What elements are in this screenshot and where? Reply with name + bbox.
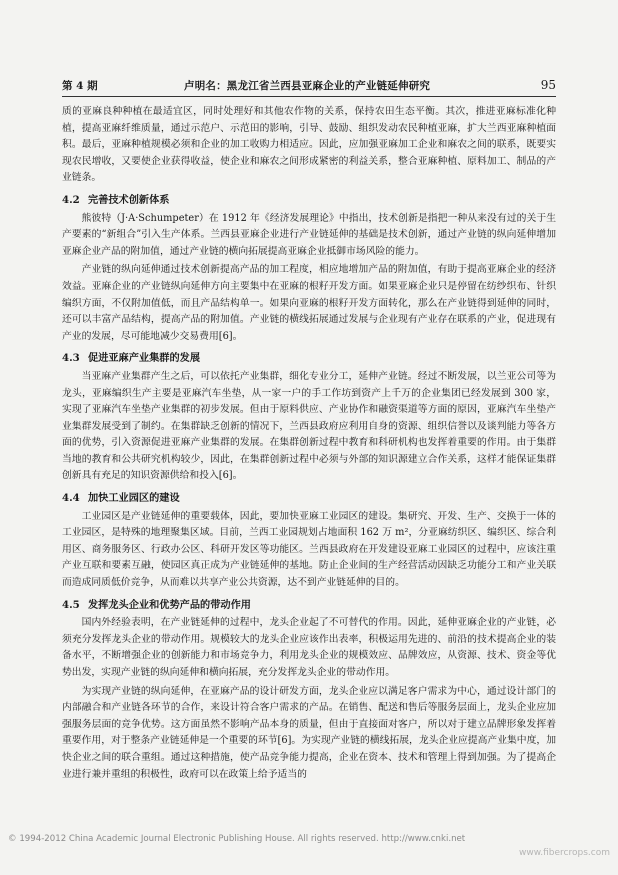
section-number: 4.3 <box>62 352 80 365</box>
running-header <box>62 78 556 96</box>
running-title: 卢明名：黑龙江省兰西县亚麻企业的产业链延伸研究 <box>184 80 431 92</box>
header-rule <box>62 96 556 97</box>
article-body <box>62 104 556 785</box>
section-heading-4-2 <box>62 192 556 209</box>
paragraph: 熊彼特（J·A·Schumpeter）在 1912 年《经济发展理论》中指出，技术创新是指把一种从来没有过的关于生产要素的“新组合”引入生产体系。兰西县亚麻企业进行产业链延伸的基础是技术创新，通过产业链的纵向延伸增加亚麻企业产品的附加值，通过产业链的横向拓展提高亚麻企业抵御市场风险的能力。 <box>62 212 556 257</box>
section-heading-4-5 <box>62 597 556 614</box>
page-number: 95 <box>540 78 556 92</box>
section-title: 促进亚麻产业集群的发展 <box>88 352 201 365</box>
section-title: 加快工业园区的建设 <box>88 492 180 505</box>
paragraph: 为实现产业链的纵向延伸，在亚麻产品的设计研发方面，龙头企业应以满足客户需求为中心，通过设计部门的内部融合和产业链各环节的合作，来设计符合客户需求的产品。在销售、配送和售后等服务层面上，龙头企业应加强服务层面的竞争优势。这方面虽然不影响产品本身的质量，但由于直接面对客户，所以对于建立品牌形象发挥着重要作用，对于整条产业链延伸是一个重要的环节[6]。为实现产业链的横线拓展，龙头企业应提高产业集中度，加快企业之间的联合重组。通过这种措施，使产品竞争能力提高，企业在资本、技术和管理上得到加强。为了提高企业进行兼并重组的积极性，政府可以在政策上给予适当的 <box>62 685 556 780</box>
paragraph: 产业链的纵向延伸通过技术创新提高产品的加工程度，相应地增加产品的附加值，有助于提高亚麻企业的经济效益。亚麻企业的产业链纵向延伸方向主要集中在亚麻的根籽开发方面。如果亚麻企业只是停留在纺纱织布、针织编织方面，不仅附加值低，而且产品结构单一。如果向亚麻的根籽开发方面转化，那么在产业链得到延伸的同时，还可以丰富产品结构，提高产品的附加值。产业链的横线拓展通过发展与企业现有产业存在联系的产业，促进现有产业的发展，尽可能地减少交易费用[6]。 <box>62 264 556 342</box>
section-title: 发挥龙头企业和优势产品的带动作用 <box>88 598 251 611</box>
section-number: 4.4 <box>62 492 80 505</box>
paragraph: 国内外经验表明，在产业链延伸的过程中，龙头企业起了不可替代的作用。因此，延伸亚麻企业的产业链，必须充分发挥龙头企业的带动作用。规模较大的龙头企业应该作出表率，积极运用先进的、前沿的技术提高企业的装备水平，不断增强企业的创新能力和市场竞争力，利用龙头企业的规模效应、品牌效应，从资源、技术、资金等优势出发，实现产业链的纵向延伸和横向拓展，充分发挥龙头企业的带动作用。 <box>62 617 556 678</box>
site-watermark: www.fibercrops.com <box>519 848 610 858</box>
copyright-footer: © 1994-2012 China Academic Journal Electronic Publishing House. All rights reserved. http://www.cnki.net <box>8 834 466 844</box>
issue-number: 第 4 期 <box>62 80 98 92</box>
section-heading-4-4 <box>62 490 556 507</box>
paragraph: 工业园区是产业链延伸的重要载体，因此，要加快亚麻工业园区的建设。集研究、开发、生产、交换于一体的工业园区，是特殊的地理聚集区域。目前，兰西工业园规划占地面积 162 万 m²，分亚麻纺织区、编织区、综合利用区、商务服务区、行政办公区、科研开发区等功能区。兰西县政府在开发建设亚麻工业园区的过程中，应该注重产业互联和要素互融，使园区真正成为产业链延伸的基地。防止企业间的生产经营活动因缺乏功能分工和产业关联而造成同质低价竞争，从而难以共享产业公共资源，达不到产业链延伸的目的。 <box>62 510 556 589</box>
section-title: 完善技术创新体系 <box>88 193 170 206</box>
paragraph: 当亚麻产业集群产生之后，可以依托产业集群，细化专业分工，延伸产业链。经过不断发展，以兰亚公司等为龙头，亚麻编织生产主要是亚麻汽车坐垫，从一家一户的手工作坊到资产上千万的企业集团已经发展到 300 家，实现了亚麻汽车坐垫产业集群的初步发展。但由于原料供应、产业协作和融资渠道等方面的原因，亚麻汽车坐垫产业集群发展受到了制约。在集群缺乏创新的情况下，兰西县政府应利用自身的资源、组织信誉以及谈判能力等各方面的优势，引入资源促进亚麻产业集群的发展。在集群创新过程中教育和科研机构也发挥着重要的作用。由于集群当地的教育和公共研究机构较少，因此，在集群创新过程中必须与外部的知识源建立合作关系，这样才能保证集群创新具有充足的知识资源供给和投入[6]。 <box>62 370 556 482</box>
section-number: 4.2 <box>62 193 80 206</box>
intro-paragraph: 质的亚麻良种种植在最适宜区，同时处理好和其他农作物的关系，保持农田生态平衡。其次，推进亚麻标准化种植，提高亚麻纤维质量，通过示范户、示范田的影响，引导、鼓励、组织发动农民种植亚麻，扩大兰西亚麻种植面积。最后，亚麻种植规模必须和企业的加工收购力相适应。因此，应加强亚麻加工企业和麻农之间的联系，既要实现农民增收，又要使企业获得收益，使企业和麻农之间形成紧密的利益关系，整合亚麻种植、原料加工、制品的产业链条。 <box>62 106 556 184</box>
section-heading-4-3 <box>62 350 556 367</box>
section-number: 4.5 <box>62 598 80 611</box>
